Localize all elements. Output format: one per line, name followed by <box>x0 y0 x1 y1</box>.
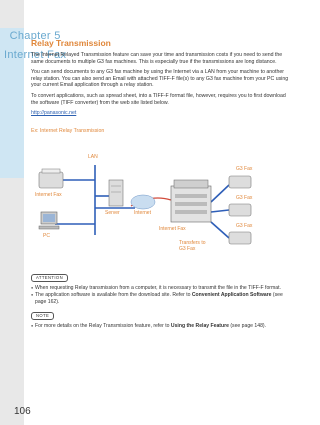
diagram-caption: Ex: Internet Relay Transmission <box>31 128 105 135</box>
label-transfers-2: G3 Fax <box>179 246 196 252</box>
attention-block <box>31 266 289 305</box>
attention-bullet-2: ● The application software is available from the download site. Refer to Convenient Application Software (see page 162). <box>31 292 289 305</box>
label-lan: LAN <box>88 154 98 160</box>
g3-fax-icon-1 <box>229 176 251 188</box>
label-pc: PC <box>43 233 50 239</box>
note-tag: NOTE <box>31 312 54 320</box>
link-g3-3 <box>211 222 229 238</box>
g3-fax-icon-2 <box>229 204 251 216</box>
attention-tag: ATTENTION <box>31 274 68 282</box>
attention-bullet-1: ● When requesting Relay transmission from a computer, it is necessary to transmit the file in the TIFF-F format. <box>31 285 289 291</box>
label-internet: Internet <box>134 210 151 216</box>
server-icon <box>109 180 123 206</box>
download-link[interactable]: http://panasonic.net <box>31 110 77 117</box>
link-g3-2 <box>211 210 229 212</box>
section-title: Relay Transmission <box>31 38 111 48</box>
chapter-title-vertical: Chapter 5 Internet Fax <box>4 30 67 61</box>
paragraph-1: The Internet Relayed Transmission feature can save your time and transmission costs if you need to send the same documents to multiple G3 fax machines. This is especially true if the transmissions are long distance. <box>31 52 283 65</box>
note-bullet: ● For more details on the Relay Transmission feature, refer to Using the Relay Feature (see page 148). <box>31 323 289 329</box>
relay-diagram <box>31 140 281 255</box>
main-content <box>31 38 289 134</box>
label-server: Server <box>105 210 120 216</box>
label-g3-fax-3: G3 Fax <box>236 223 253 229</box>
page-number: 106 <box>14 406 31 417</box>
relay-fax-icon <box>171 180 211 222</box>
note-block <box>31 304 289 329</box>
link-g3-1 <box>211 185 229 202</box>
label-internet-fax-right: Internet Fax <box>159 226 186 232</box>
paragraph-3: To convert applications, such as spread sheet, into a TIFF-F format file, however, requires you to first download the software (TIFF converter) from the web site listed below. <box>31 92 286 106</box>
label-g3-fax-1: G3 Fax <box>236 166 253 172</box>
pc-icon <box>39 212 59 229</box>
label-transfers-1: Transfers to <box>179 240 206 246</box>
paragraph-2: You can send documents to any G3 fax machine by using the Internet via a LAN from your machine to another relay station. You can also send an Email with attached TIFF-F file(s) to any G3 fax machine from your PC using your current Email application through a relay station. <box>31 69 289 89</box>
g3-fax-icon-3 <box>229 232 251 244</box>
internet-icon <box>131 195 155 209</box>
label-internet-fax-left: Internet Fax <box>35 192 62 198</box>
label-g3-fax-2: G3 Fax <box>236 195 253 201</box>
internet-fax-left-icon <box>39 169 63 188</box>
